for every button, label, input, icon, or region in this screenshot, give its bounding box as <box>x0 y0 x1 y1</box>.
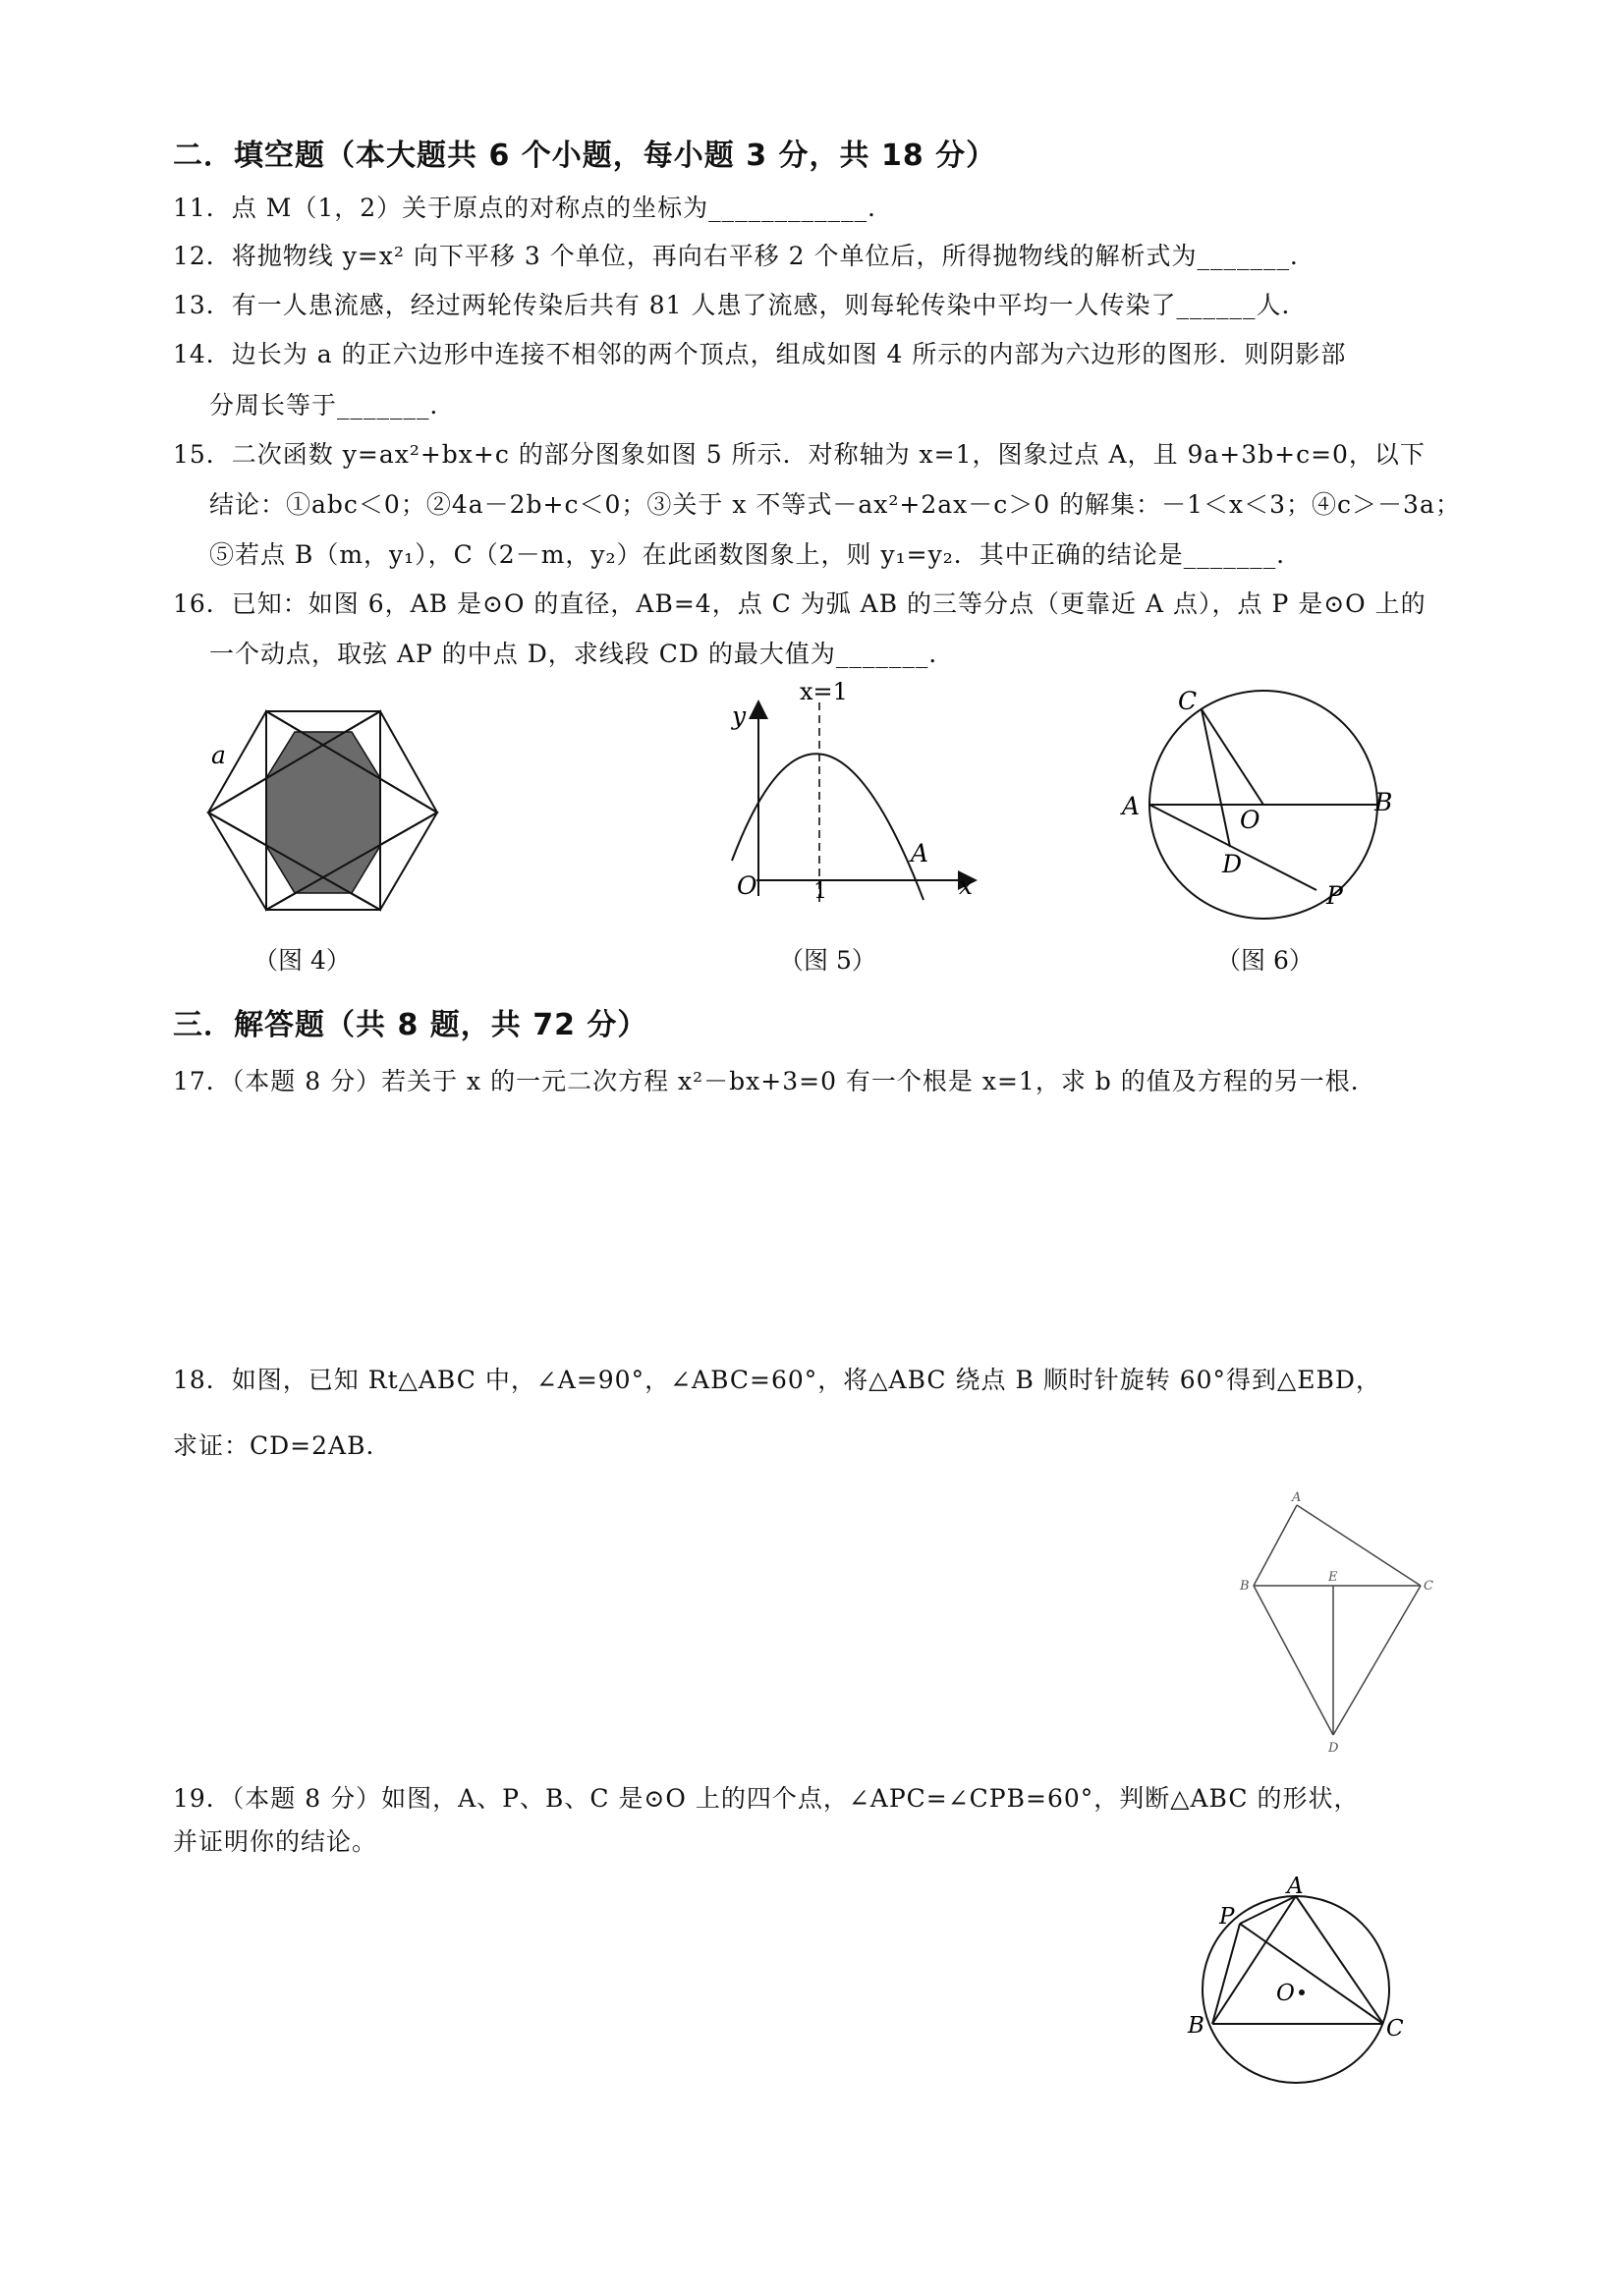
question-16-line-2: 一个动点，取弦 AP 的中点 D，求线段 CD 的最大值为_______． <box>209 640 955 668</box>
figure-19-label-b: B <box>1188 2013 1204 2039</box>
figure-18-label-b: B <box>1240 1579 1250 1594</box>
figure-6-caption: （图 6） <box>1216 946 1314 975</box>
question-15-line-2: 结论：①abc＜0；②4a－2b+c＜0；③关于 x 不等式－ax²+2ax－c＞0 的解集：－1＜x＜3；④c＞－3a； <box>209 490 1461 519</box>
figure-6-label-p: P <box>1326 881 1343 910</box>
question-18-line-2: 求证：CD=2AB． <box>173 1431 392 1460</box>
question-15-line-3: ⑤若点 B（m，y₁），C（2－m，y₂）在此函数图象上，则 y₁=y₂．其中正确的结论是_______． <box>209 540 1303 569</box>
figure-6-label-a: A <box>1122 792 1141 820</box>
figure-6-label-d: D <box>1222 850 1243 878</box>
question-14-line-2: 分周长等于_______． <box>209 391 456 420</box>
figure-18-rotation <box>1233 1488 1444 1759</box>
figure-6-label-o: O <box>1240 806 1260 834</box>
figure-5-parabola <box>717 678 1002 914</box>
question-19-line-1: 19．（本题 8 分）如图，A、P、B、C 是⊙O 上的四个点，∠APC=∠CPB=60°，判断△ABC 的形状， <box>173 1784 1360 1813</box>
figure-5-label-y: y <box>732 701 747 730</box>
figure-19-label-o: O <box>1276 1981 1295 2006</box>
figure-5-label-1: 1 <box>813 879 827 904</box>
figure-4-hexagon <box>196 702 462 899</box>
figure-19-circle <box>1179 1867 1420 2098</box>
question-15-line-1: 15．二次函数 y=ax²+bx+c 的部分图象如图 5 所示．对称轴为 x=1，图象过点 A，且 9a+3b+c=0，以下 <box>173 440 1426 469</box>
question-13: 13．有一人患流感，经过两轮传染后共有 81 人患了流感，则每轮传染中平均一人传染了______人． <box>173 291 1308 319</box>
figure-6-circle <box>1110 683 1405 919</box>
figure-18-label-a: A <box>1292 1490 1302 1505</box>
section-2-title: 二．填空题（本大题共 6 个小题，每小题 3 分，共 18 分） <box>173 139 997 173</box>
figure-19-label-a: A <box>1287 1874 1304 1899</box>
question-17: 17．（本题 8 分）若关于 x 的一元二次方程 x²－bx+3=0 有一个根是 x=1，求 b 的值及方程的另一根． <box>173 1067 1376 1095</box>
figure-6-label-c: C <box>1178 687 1198 715</box>
figure-5-axis-label: x=1 <box>800 678 848 705</box>
figure-4-caption: （图 4） <box>253 946 351 975</box>
figure-18-label-e: E <box>1328 1570 1338 1585</box>
figure-18-label-d: D <box>1328 1741 1339 1756</box>
question-18-line-1: 18．如图，已知 Rt△ABC 中，∠A=90°，∠ABC=60°，将△ABC 绕点 B 顺时针旋转 60°得到△EBD， <box>173 1366 1381 1394</box>
figure-5-caption: （图 5） <box>779 946 876 975</box>
figure-5-label-a: A <box>911 839 929 868</box>
question-19-line-2: 并证明你的结论。 <box>173 1827 378 1856</box>
question-12: 12．将抛物线 y=x² 向下平移 3 个单位，再向右平移 2 个单位后，所得抛物线的解析式为_______． <box>173 242 1315 270</box>
figure-19-label-c: C <box>1386 2016 1404 2042</box>
figure-5-label-o: O <box>737 871 757 900</box>
figure-19-label-p: P <box>1219 1904 1235 1930</box>
question-11: 11．点 M（1，2）关于原点的对称点的坐标为____________． <box>173 194 894 222</box>
section-3-title: 三．解答题（共 8 题，共 72 分） <box>173 1008 648 1042</box>
figure-4-label-a: a <box>211 741 226 769</box>
question-16-line-1: 16．已知：如图 6，AB 是⊙O 的直径，AB=4，点 C 为弧 AB 的三等分点（更靠近 A 点），点 P 是⊙O 上的 <box>173 589 1427 618</box>
question-14-line-1: 14．边长为 a 的正六边形中连接不相邻的两个顶点，组成如图 4 所示的内部为六边形的图形．则阴影部 <box>173 340 1347 368</box>
figure-5-label-x: x <box>959 871 974 900</box>
figure-18-label-c: C <box>1424 1579 1433 1594</box>
figure-6-label-b: B <box>1374 788 1393 816</box>
